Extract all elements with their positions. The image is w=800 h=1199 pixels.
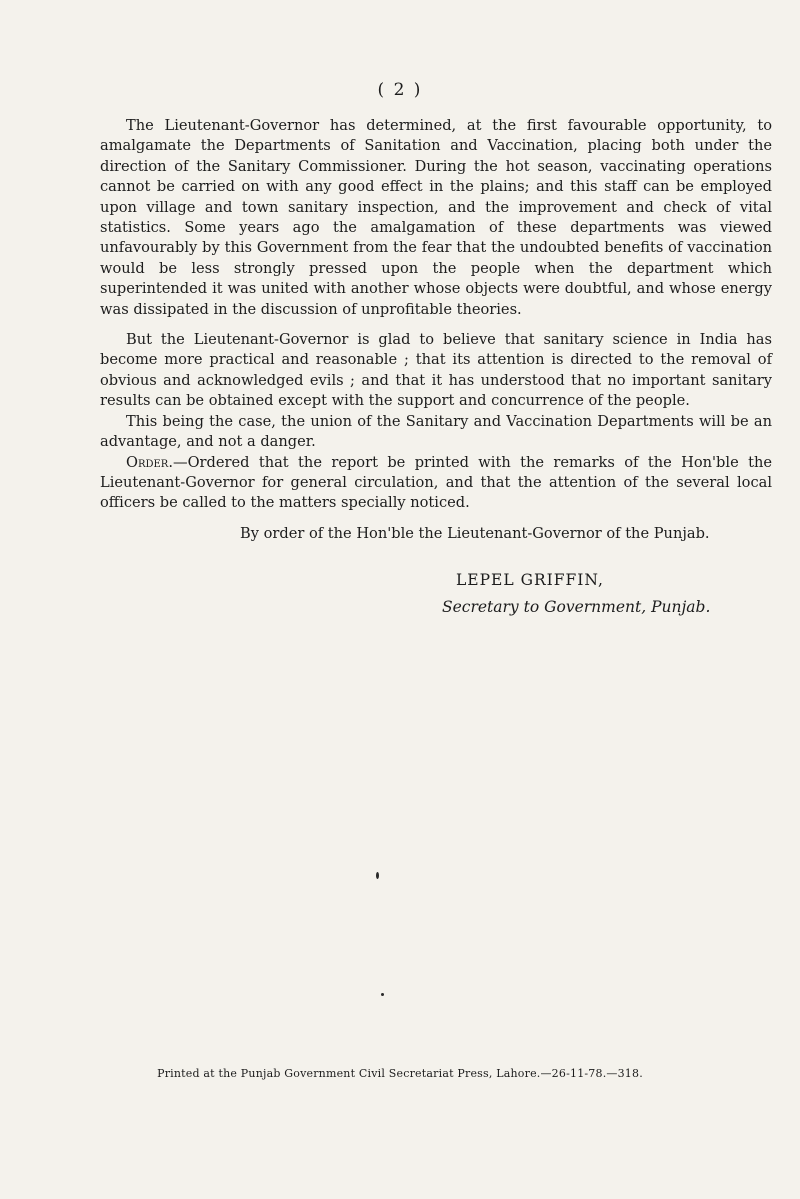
body-text <box>100 116 772 617</box>
paragraph-sanitary-science: But the Lieutenant-Governor is glad to believe that sanitary science in India has become more practical and reasonable ; that its attention is directed to the removal of obvious and acknowledged evils ; and that it has understood that no important sanitary results can be obtained except with the support and concurrence of the people. <box>100 331 772 410</box>
order-label: Order. <box>126 453 173 471</box>
printer-imprint: Printed at the Punjab Government Civil Secretariat Press, Lahore.—26-11-78.—318. <box>157 1067 643 1080</box>
signature-by-order: By order of the Hon'ble the Lieutenant-Governor of the Punjab. <box>240 524 710 542</box>
paragraph-order <box>100 453 772 514</box>
ink-speck <box>381 993 384 996</box>
signature-name: LEPEL GRIFFIN, <box>456 571 604 590</box>
paragraph-amalgamation: The Lieutenant-Governor has determined, at the first favourable opportunity, to amalgamate the Departments of Sanitation and Vaccination, placing both under the direction of the Sanitary Commissioner. During the hot season, vaccinating operations cannot be carried on with any good effect in the plains; and this staff can be employed upon village and town sanitary inspection, and the improvement and check of vital statistics. Some years ago the amalgamation of these departments was viewed unfavourably by this Government from the fear that the undoubted benefits of vaccination would be less strongly pressed upon the people when the department which superintended it was united with another whose objects were doubtful, and whose energy was dissipated in the discussion of unprofitable theories. <box>100 117 772 318</box>
paragraph-union-advantage: This being the case, the union of the Sanitary and Vaccination Departments will be an advantage, and not a danger. <box>100 412 772 451</box>
page-number: ( 2 ) <box>377 80 423 100</box>
order-text: —Ordered that the report be printed with the remarks of the Hon'ble the Lieutenant-Governor for general circulation, and that the attention of the several local officers be called to the matters specially noticed. <box>100 453 772 512</box>
ink-speck <box>376 872 379 879</box>
signature-title: Secretary to Government, Punjab. <box>442 597 711 616</box>
